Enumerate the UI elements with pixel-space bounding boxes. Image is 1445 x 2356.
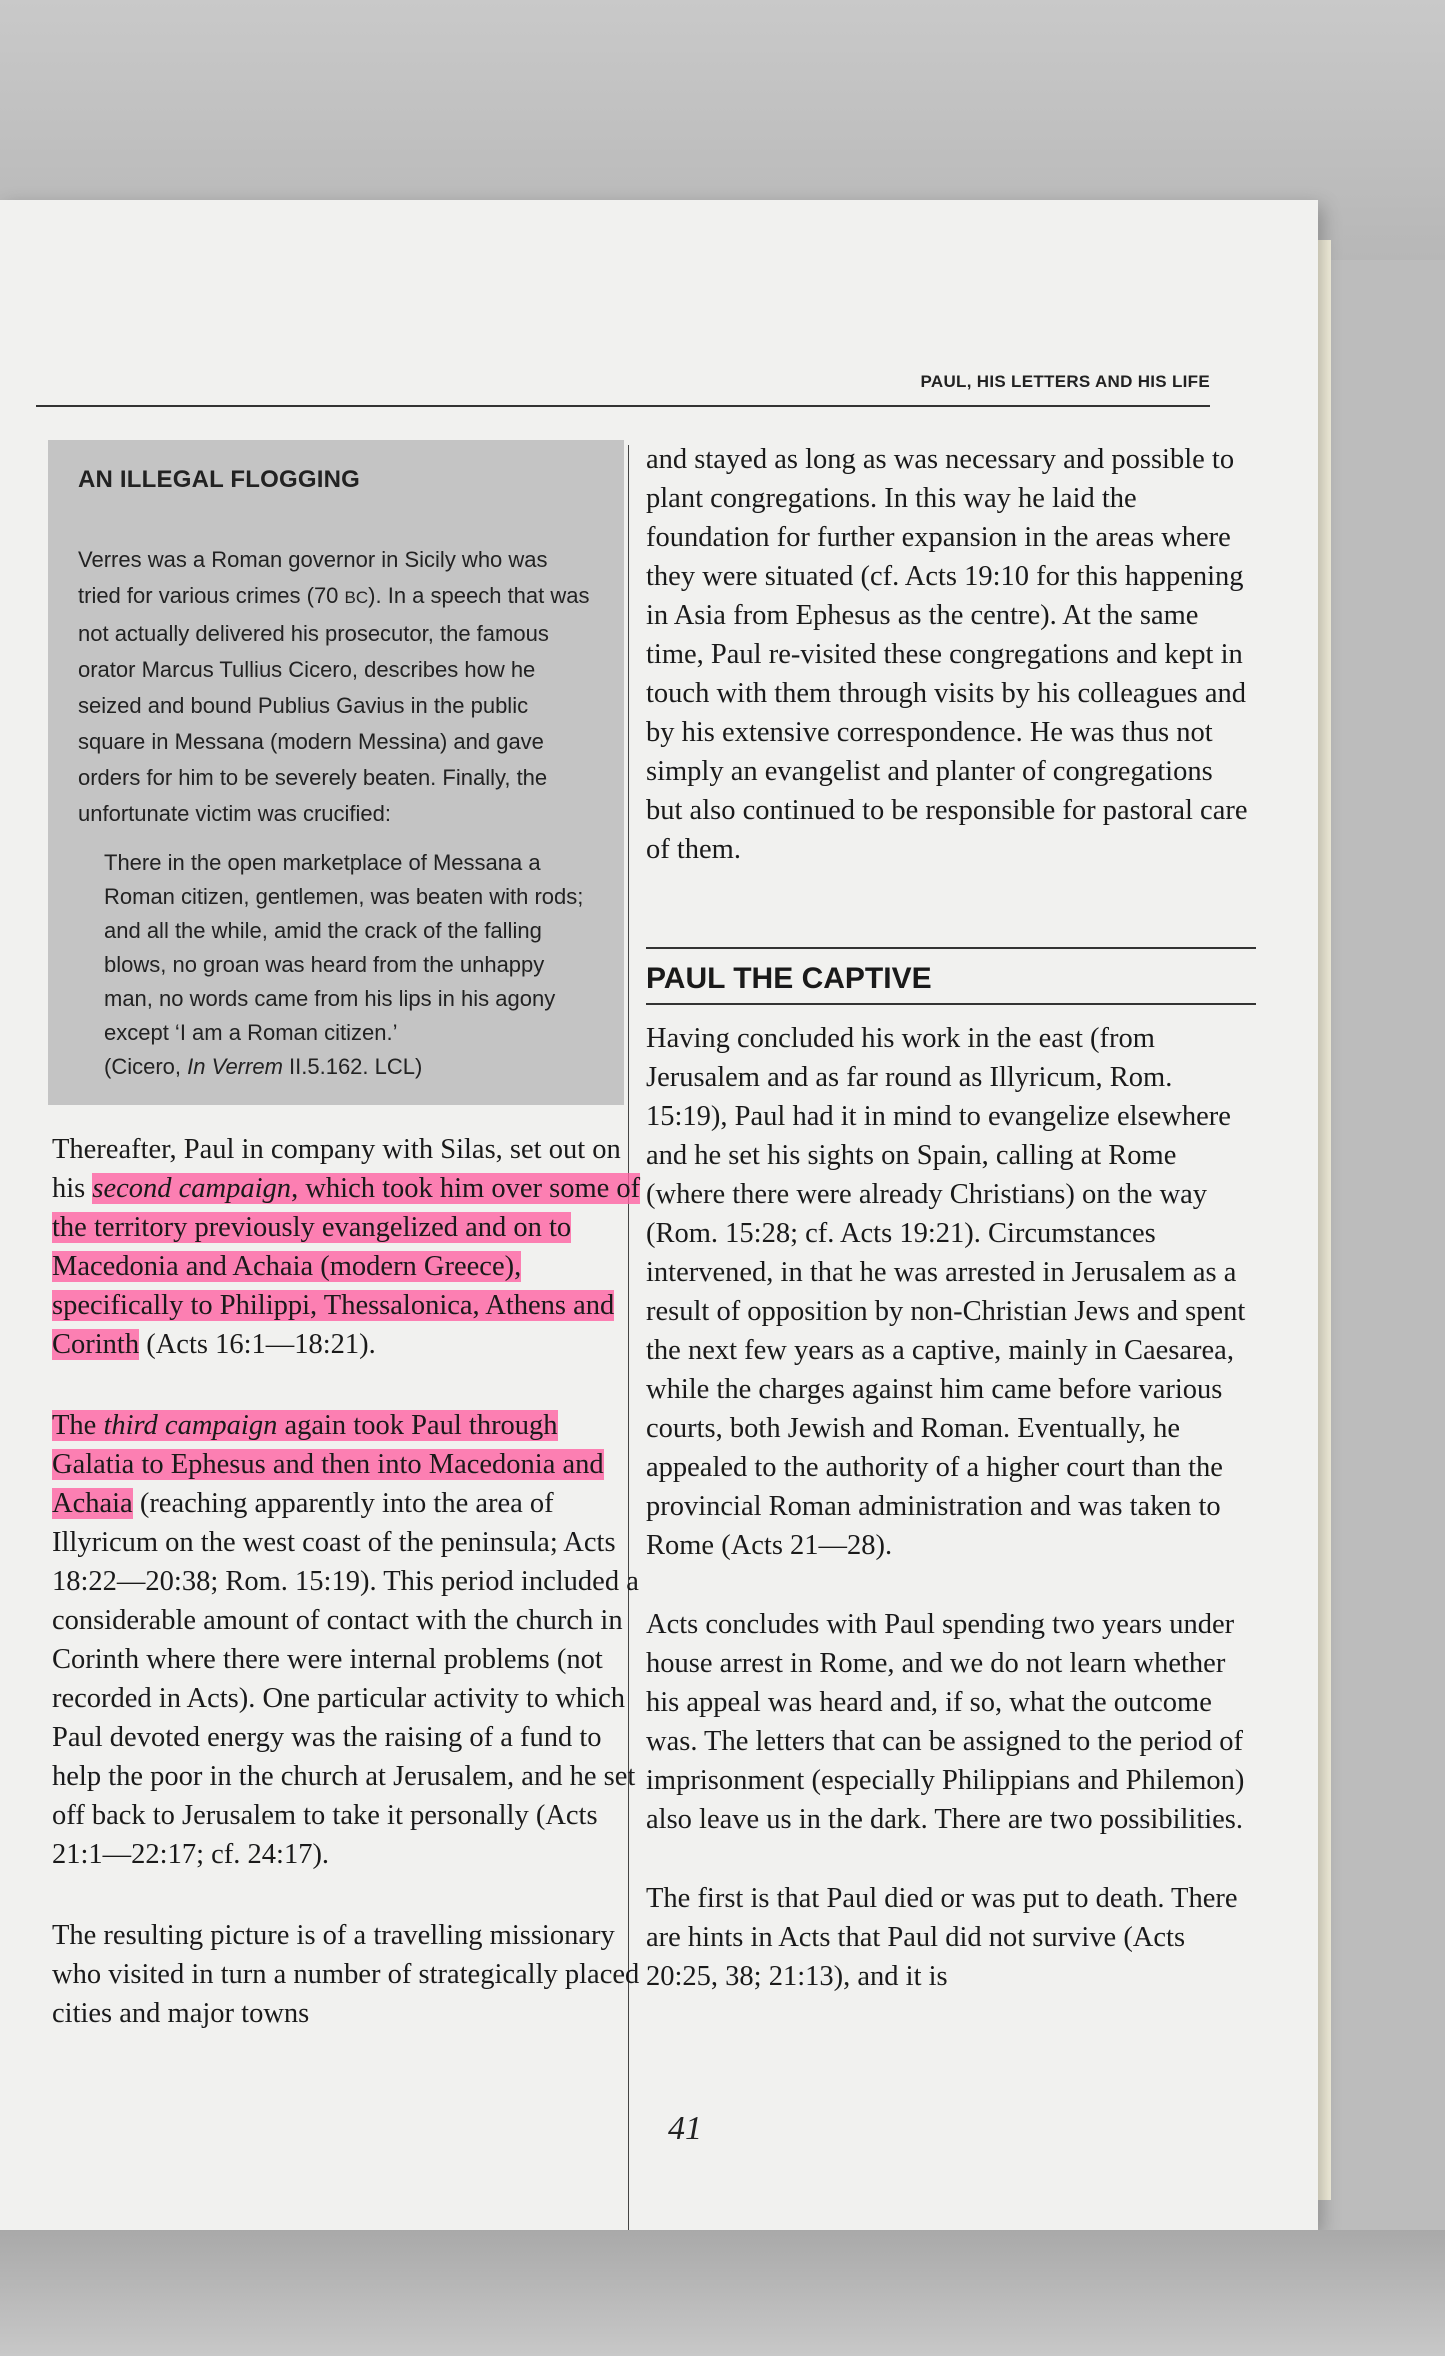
- section-heading: PAUL THE CAPTIVE: [646, 962, 932, 995]
- sidebar-intro: [78, 542, 594, 832]
- left-column: [52, 1130, 644, 2033]
- sidebar-citation-work: In Verrem: [187, 1054, 283, 1079]
- text-run: Thereafter, Paul in company with Silas, set out on his: [52, 1134, 621, 1204]
- sidebar-intro-b: ). In a speech that was not actually delivered his prosecutor, the famous orator Marcus Tullius Cicero, describes how he seized and bound Publius Gavius in the public square in Messana (modern Messina) and gave orders for him to be severely beaten. Finally, the unfortunate victim was crucified:: [78, 583, 590, 826]
- paragraph-captive: Having concluded his work in the east (from Jerusalem and as far round as Illyricum, Rom. 15:19), Paul had it in mind to evangelize elsewhere and he set his sights on Spain, calling at Rome (where there were already Christians) on the way (Rom. 15:28; cf. Acts 19:21). Circumstances intervened, in that he was arrested in Jerusalem as a result of opposition by non-Christian Jews and spent the next few years as a captive, mainly in Caesarea, while the charges against him came before various courts, both Jewish and Roman. Eventually, he appealed to the authority of a higher court than the provincial Roman administration and was taken to Rome (Acts 21—28).: [646, 1023, 1246, 1561]
- sidebar-intro-a: Verres was a Roman governor in Sicily who was tried for various crimes (70: [78, 547, 548, 608]
- emphasis-second-campaign: second campaign: [92, 1173, 292, 1204]
- table-surface: [0, 2230, 1445, 2356]
- text-run: (reaching apparently into the area of Illyricum on the west coast of the peninsula; Acts 18:22—20:38; Rom. 15:19). This period included a considerable amount of contact with the church in Corinth where there were internal problems (not recorded in Acts). One particular activity to which Paul devoted energy was the raising of a fund to help the poor in the church at Jerusalem, and he set off back to Jerusalem to take it personally (Acts 21:1—22:17; cf. 24:17).: [52, 1488, 639, 1870]
- paragraph-first-possibility: The first is that Paul died or was put to death. There are hints in Acts that Paul did not survive (Acts 20:25, 38; 21:13), and it is: [646, 1883, 1238, 1992]
- sidebar-era: BC: [344, 588, 369, 607]
- paragraph-resulting-picture: The resulting picture is of a travelling missionary who visited in turn a number of strategically placed cities and major towns: [52, 1920, 640, 2029]
- highlighted-text: , which took him over some of the territory previously evangelized and on to Macedonia and Achaia (modern Greece), specifically to Philippi, Thessalonica, Athens and Corinth: [52, 1173, 641, 1360]
- sidebar-title: AN ILLEGAL FLOGGING: [78, 466, 361, 493]
- sidebar-citation-a: (Cicero,: [104, 1054, 188, 1079]
- sidebar-citation-b: II.5.162. LCL): [282, 1054, 423, 1079]
- sidebar-box: [48, 440, 624, 1105]
- sidebar-quote-text: There in the open marketplace of Messana a Roman citizen, gentlemen, was beaten with rods; and all the while, amid the crack of the falling blows, no groan was heard from the unhappy man, no words came from his lips in his agony except ‘I am a Roman citizen.’: [104, 850, 584, 1045]
- running-head: PAUL, HIS LETTERS AND HIS LIFE: [920, 372, 1210, 391]
- paragraph-congregations: and stayed as long as was necessary and possible to plant congregations. In this way he laid the foundation for further expansion in the areas where they were situated (cf. Acts 19:10 for this happening in Asia from Ephesus as the centre). At the same time, Paul re-visited these congregations and kept in touch with them through visits by his colleagues and by his extensive correspondence. He was thus not simply an evangelist and planter of congregations but also continued to be responsible for pastoral care of them.: [646, 444, 1248, 865]
- header-rule: [36, 405, 1210, 407]
- section-rule-bottom: [646, 1003, 1256, 1005]
- book-page: [0, 200, 1318, 2230]
- right-column: [646, 440, 1256, 1996]
- emphasis-third-campaign: third campaign: [103, 1410, 278, 1441]
- text-run: The: [52, 1410, 104, 1441]
- paragraph-third-campaign: [52, 1406, 644, 1874]
- sidebar-quote: [104, 846, 594, 1084]
- page-number: 41: [668, 2110, 702, 2147]
- highlighted-text: again took Paul through Galatia to Ephesus and then into Macedonia and Achaia: [52, 1410, 604, 1519]
- paragraph-house-arrest: Acts concludes with Paul spending two years under house arrest in Rome, and we do not learn whether his appeal was heard and, if so, what the outcome was. The letters that can be assigned to the period of imprisonment (especially Philippians and Philemon) also leave us in the dark. There are two possibilities.: [646, 1609, 1245, 1835]
- paragraph-second-campaign: [52, 1130, 644, 1364]
- text-run: (Acts 16:1—18:21).: [139, 1329, 376, 1360]
